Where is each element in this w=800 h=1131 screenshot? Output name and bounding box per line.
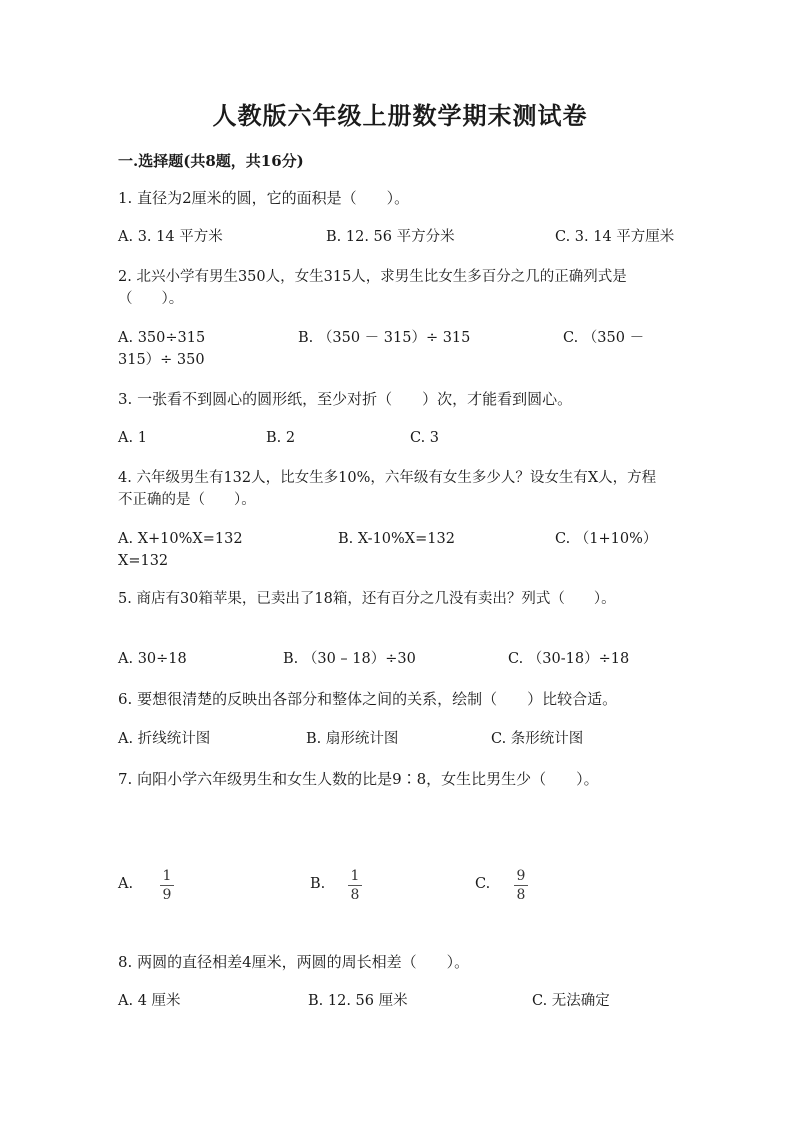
question-6: 6. 要想很清楚的反映出各部分和整体之间的关系，绘制（ ）比较合适。: [118, 690, 618, 708]
option-b[interactable]: B. X-10%X=132: [338, 531, 455, 547]
denominator: 8: [516, 887, 526, 903]
question-2-options: [118, 327, 698, 349]
numerator: 1: [162, 868, 172, 884]
option-b[interactable]: B.: [310, 876, 326, 892]
fraction-bar: [160, 885, 174, 886]
question-8: 8. 两圆的直径相差4厘米，两圆的周长相差（ ）。: [118, 953, 470, 971]
denominator: 8: [350, 887, 360, 903]
fraction-c[interactable]: [514, 868, 528, 903]
question-2-options-cont: [118, 349, 698, 371]
question-6-options: [118, 728, 698, 750]
fraction-b[interactable]: [348, 868, 362, 903]
option-c[interactable]: C. 条形统计图: [491, 731, 584, 747]
question-4-options-cont: [118, 550, 698, 572]
question-5-options: [118, 648, 698, 670]
option-a[interactable]: A. 1: [118, 430, 147, 446]
question-1: 1. 直径为2厘米的圆，它的面积是（ ）。: [118, 189, 410, 207]
option-c[interactable]: C. （1+10%）: [555, 531, 658, 547]
numerator: 1: [350, 868, 360, 884]
question-8-options: [118, 990, 698, 1012]
option-a[interactable]: A. 30÷18: [118, 651, 187, 667]
fraction-bar: [348, 885, 362, 886]
option-c[interactable]: C.: [475, 876, 491, 892]
section-heading: 一.选择题(共8题，共16分): [118, 152, 304, 170]
option-b[interactable]: B. 扇形统计图: [306, 731, 399, 747]
option-b[interactable]: B. 12. 56 厘米: [308, 993, 408, 1009]
question-2: 2. 北兴小学有男生350人，女生315人，求男生比女生多百分之几的正确列式是（ ）。: [118, 269, 627, 307]
question-7: 7. 向阳小学六年级男生和女生人数的比是9∶8，女生比男生少（ ）。: [118, 770, 599, 788]
option-a[interactable]: A. X+10%X=132: [118, 531, 243, 547]
question-7-options: [118, 868, 678, 908]
question-1-options: [118, 226, 698, 248]
option-c-continued: 315）÷ 350: [118, 352, 205, 368]
option-a[interactable]: A. 4 厘米: [118, 993, 181, 1009]
option-b[interactable]: B. （350 － 315）÷ 315: [298, 330, 471, 346]
fraction-a[interactable]: [160, 868, 174, 903]
question-5: 5. 商店有30箱苹果，已卖出了18箱，还有百分之几没有卖出？列式（ ）。: [118, 591, 616, 607]
option-c[interactable]: C. （30-18）÷18: [508, 651, 630, 667]
numerator: 9: [516, 868, 526, 884]
question-4-options: [118, 528, 698, 550]
question-3: 3. 一张看不到圆心的圆形纸，至少对折（ ）次，才能看到圆心。: [118, 390, 573, 408]
option-b[interactable]: B. 2: [266, 430, 296, 446]
option-a[interactable]: A. 折线统计图: [118, 731, 211, 747]
question-3-options: [118, 427, 698, 449]
question-4: 4. 六年级男生有132人，比女生多10%，六年级有女生多少人？设女生有X人，方程不正确的是（ ）。: [118, 470, 657, 508]
fraction-bar: [514, 885, 528, 886]
option-c[interactable]: C. （350 －: [563, 330, 645, 346]
option-a[interactable]: A. 3. 14 平方米: [118, 229, 223, 245]
denominator: 9: [162, 887, 172, 903]
option-c-continued: X=132: [118, 553, 169, 569]
option-c[interactable]: C. 3. 14 平方厘米: [555, 229, 675, 245]
option-c[interactable]: C. 无法确定: [532, 993, 610, 1009]
option-b[interactable]: B. （30 – 18）÷30: [283, 651, 416, 667]
option-a[interactable]: A.: [118, 876, 134, 892]
page-title: 人教版六年级上册数学期末测试卷: [212, 101, 588, 130]
option-b[interactable]: B. 12. 56 平方分米: [326, 229, 455, 245]
option-a[interactable]: A. 350÷315: [118, 330, 206, 346]
option-c[interactable]: C. 3: [410, 430, 440, 446]
